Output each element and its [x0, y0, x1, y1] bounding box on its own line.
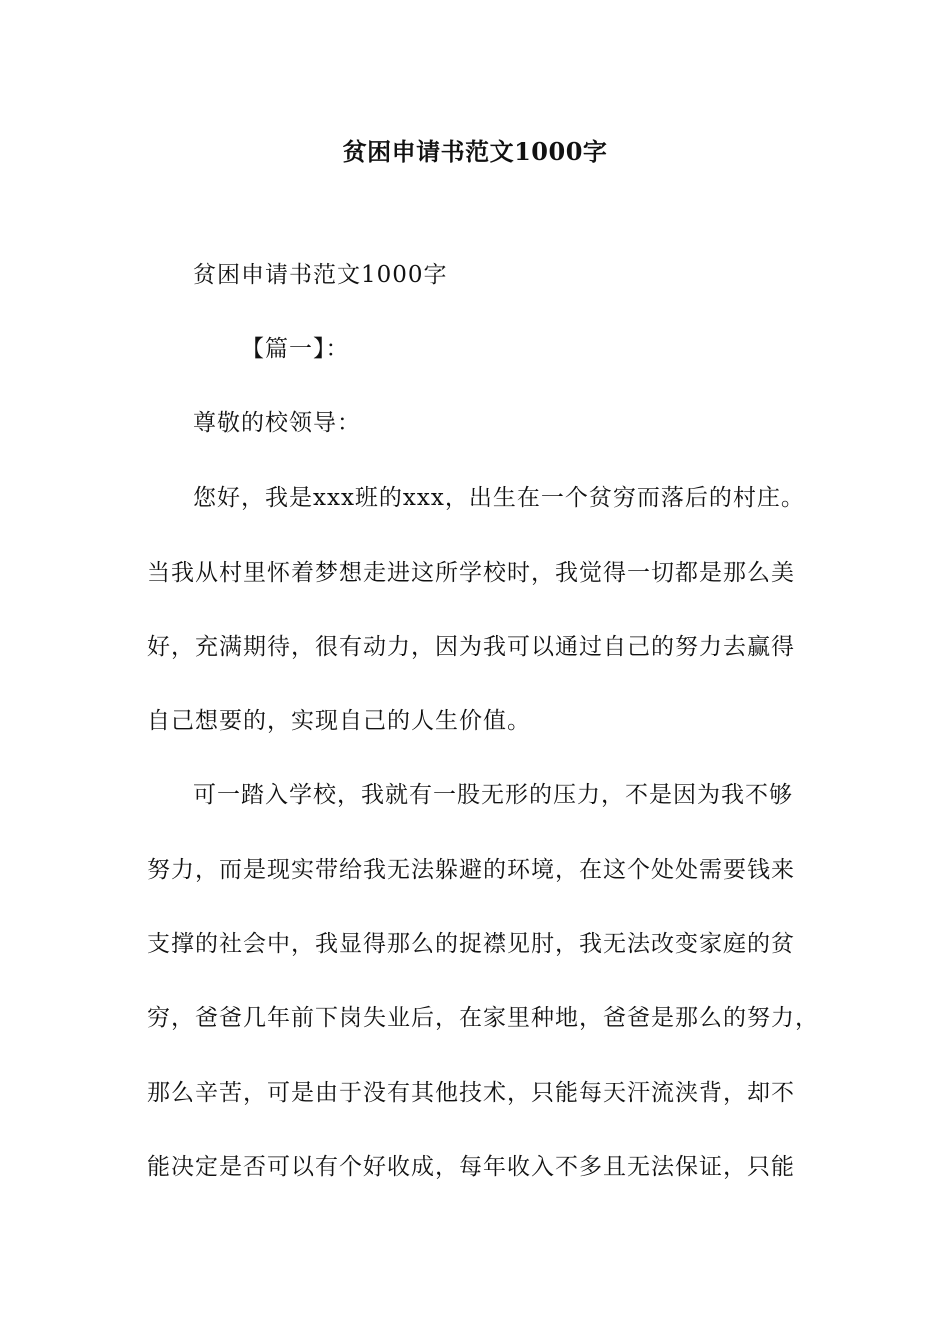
document-title: 贫困申请书范文1000字: [342, 137, 608, 166]
document-subtitle: 贫困申请书范文1000字: [193, 262, 448, 288]
body-line: 可一踏入学校，我就有一股无形的压力，不是因为我不够: [193, 782, 793, 808]
body-line: 支撑的社会中，我显得那么的捉襟见肘，我无法改变家庭的贫: [147, 931, 795, 957]
body-line: 穷，爸爸几年前下岗失业后，在家里种地，爸爸是那么的努力，: [147, 1005, 819, 1031]
body-line: 那么辛苦，可是由于没有其他技术，只能每天汗流浃背，却不: [147, 1080, 795, 1106]
body-line: 努力，而是现实带给我无法躲避的环境，在这个处处需要钱来: [147, 857, 795, 883]
body-line: 好，充满期待，很有动力，因为我可以通过自己的努力去赢得: [147, 634, 795, 660]
body-line: 自己想要的，实现自己的人生价值。: [147, 708, 531, 734]
body-line: 当我从村里怀着梦想走进这所学校时，我觉得一切都是那么美: [147, 560, 795, 586]
section-label: 【篇一】：: [241, 336, 350, 362]
body-line: 您好，我是xxx班的xxx，出生在一个贫穷而落后的村庄。: [193, 485, 805, 511]
salutation: 尊敬的校领导：: [193, 410, 361, 436]
body-line: 能决定是否可以有个好收成，每年收入不多且无法保证，只能: [147, 1154, 795, 1180]
